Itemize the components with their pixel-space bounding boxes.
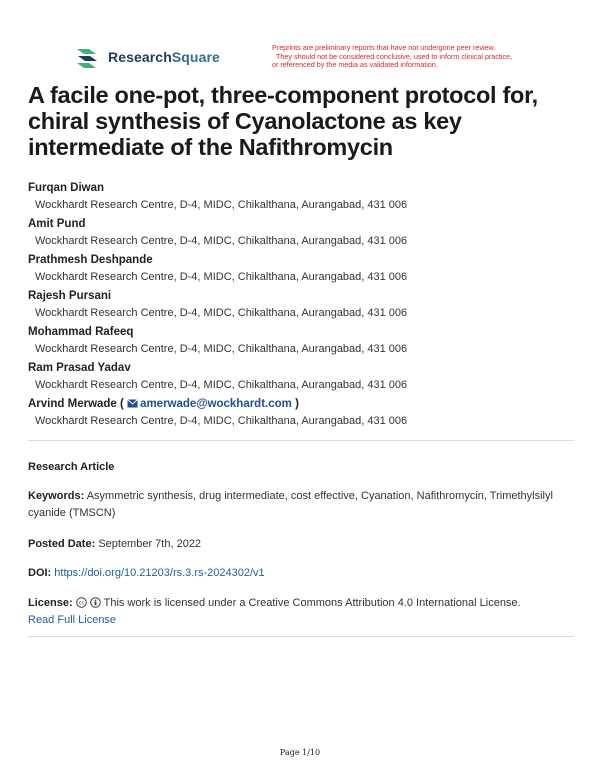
author-name: Ram Prasad Yadav bbox=[28, 362, 131, 374]
attribution-icon bbox=[90, 597, 101, 608]
author-entry bbox=[28, 252, 568, 288]
posted-date bbox=[28, 536, 568, 553]
preprint-notice: Preprints are preliminary reports that have not undergone peer review. They should not be considered conclusive, used to inform clinical practice, or referenced by the media as validated information. bbox=[272, 43, 513, 70]
author-affiliation: Wockhardt Research Centre, D-4, MIDC, Chikalthana, Aurangabad, 431 006 bbox=[35, 199, 408, 211]
posted-date-value: September 7th, 2022 bbox=[98, 538, 202, 550]
author-name: Prathmesh Deshpande bbox=[28, 254, 153, 266]
read-full-license-link[interactable]: Read Full License bbox=[28, 614, 117, 626]
author-name-with-email: Arvind Merwade ( amerwade@wockhardt.com ) bbox=[28, 398, 299, 410]
author-affiliation: Wockhardt Research Centre, D-4, MIDC, Chikalthana, Aurangabad, 431 006 bbox=[35, 379, 408, 391]
keywords bbox=[28, 488, 568, 522]
author-name: Furqan Diwan bbox=[28, 182, 105, 194]
author-affiliation: Wockhardt Research Centre, D-4, MIDC, Chikalthana, Aurangabad, 431 006 bbox=[35, 415, 408, 427]
author-list bbox=[28, 180, 568, 432]
author-entry bbox=[28, 288, 568, 324]
envelope-icon bbox=[127, 399, 138, 408]
author-name: Amit Pund bbox=[28, 218, 86, 230]
author-entry bbox=[28, 324, 568, 360]
doi-link[interactable]: https://doi.org/10.21203/rs.3.rs-2024302/v1 bbox=[54, 567, 265, 579]
author-affiliation: Wockhardt Research Centre, D-4, MIDC, Chikalthana, Aurangabad, 431 006 bbox=[35, 307, 408, 319]
logo-text: ResearchSquare bbox=[108, 49, 220, 65]
author-affiliation: Wockhardt Research Centre, D-4, MIDC, Chikalthana, Aurangabad, 431 006 bbox=[35, 343, 408, 355]
keywords-text: Asymmetric synthesis, drug intermediate, cost effective, Cyanation, Nafithromycin, Trimethylsilyl cyanide (TMSCN) bbox=[28, 490, 553, 519]
license-label: License: bbox=[28, 597, 73, 609]
license-text: This work is licensed under a Creative Commons Attribution 4.0 International License. bbox=[103, 597, 521, 609]
creative-commons-icon bbox=[76, 597, 87, 608]
author-name: Arvind Merwade bbox=[28, 398, 117, 410]
author-name: Rajesh Pursani bbox=[28, 290, 112, 302]
research-square-logo-icon bbox=[74, 44, 100, 70]
divider bbox=[28, 636, 574, 637]
article-type: Research Article bbox=[28, 461, 115, 473]
svg-text:cc: cc bbox=[78, 600, 84, 607]
author-name: Mohammad Rafeeq bbox=[28, 326, 134, 338]
keywords-label: Keywords: bbox=[28, 490, 85, 502]
doi-label: DOI: bbox=[28, 567, 52, 579]
posted-date-label: Posted Date: bbox=[28, 538, 96, 550]
paper-title: A facile one-pot, three-component protocol for, chiral synthesis of Cyanolactone as key intermediate of the Nafithromycin bbox=[28, 82, 538, 160]
author-affiliation: Wockhardt Research Centre, D-4, MIDC, Chikalthana, Aurangabad, 431 006 bbox=[35, 235, 408, 247]
author-affiliation: Wockhardt Research Centre, D-4, MIDC, Chikalthana, Aurangabad, 431 006 bbox=[35, 271, 408, 283]
author-email-link[interactable]: amerwade@wockhardt.com bbox=[127, 398, 292, 410]
doi bbox=[28, 565, 568, 582]
license bbox=[28, 595, 568, 629]
page-number: Page 1/10 bbox=[279, 748, 321, 757]
author-entry bbox=[28, 360, 568, 396]
author-entry bbox=[28, 180, 568, 216]
author-entry bbox=[28, 216, 568, 252]
divider bbox=[28, 440, 574, 441]
research-square-logo[interactable] bbox=[74, 44, 220, 70]
author-entry bbox=[28, 396, 568, 432]
